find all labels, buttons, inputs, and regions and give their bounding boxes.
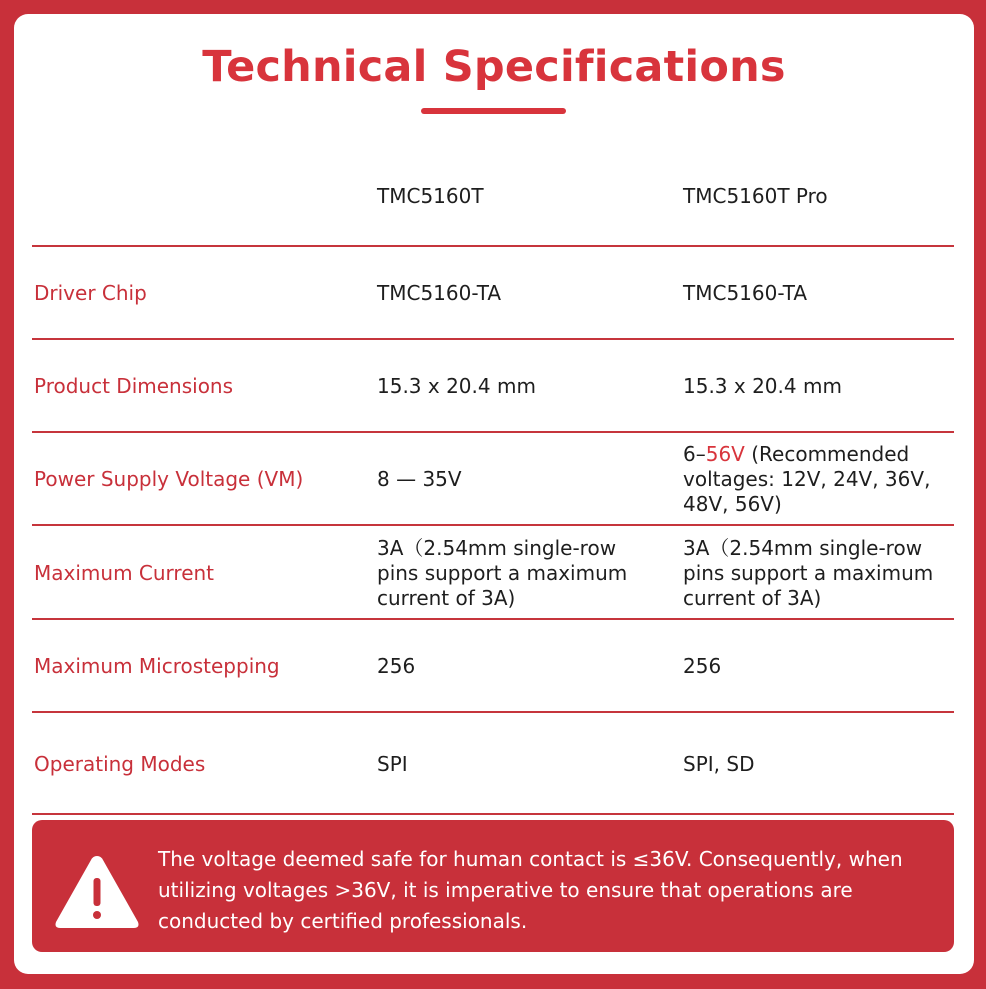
- row-label: Product Dimensions: [34, 374, 234, 398]
- voltage-recommended: (Recommended voltages: 12V, 24V, 36V, 48V, 56V): [683, 442, 931, 516]
- row-label: Power Supply Voltage (VM): [34, 467, 304, 491]
- spec-table: [32, 146, 954, 815]
- spec-card: [14, 14, 974, 974]
- row-divider: [32, 813, 954, 815]
- header-tmc5160t: TMC5160T: [377, 184, 484, 208]
- table-row-microstepping: [32, 620, 954, 713]
- voltage-max-highlight: 56V: [705, 442, 745, 466]
- voltage-range-text: [683, 442, 953, 517]
- table-row-driver-chip: [32, 247, 954, 340]
- row-value-tmc5160t: 15.3 x 20.4 mm: [377, 374, 536, 398]
- page-title: Technical Specifications: [202, 42, 786, 92]
- row-label: Operating Modes: [34, 751, 206, 776]
- row-value-tmc5160t-pro: 3A（2.54mm single-row pins support a maximum current of 3A): [683, 535, 934, 610]
- safety-notice-text: The voltage deemed safe for human contact is ≤36V. Consequently, when utilizing voltages >36V, it is imperative to ensure that operations are conducted by certified professionals.: [158, 847, 903, 933]
- table-row-dimensions: [32, 340, 954, 433]
- row-value-tmc5160t-pro: SPI, SD: [683, 751, 755, 776]
- row-label: Maximum Current: [34, 560, 215, 585]
- header-label: [34, 146, 364, 247]
- table-row-max-current: [32, 526, 954, 620]
- warning-triangle-icon: [52, 852, 142, 932]
- table-row-supply-voltage: [32, 433, 954, 526]
- row-value-tmc5160t: 256: [377, 654, 416, 678]
- row-label: Driver Chip: [34, 281, 147, 305]
- row-value-tmc5160t: 3A（2.54mm single-row pins support a maximum current of 3A): [377, 535, 628, 610]
- row-value-tmc5160t-pro: 256: [683, 654, 722, 678]
- safety-notice: [32, 820, 954, 952]
- title-underline: [421, 108, 566, 114]
- row-value-tmc5160t: TMC5160-TA: [377, 281, 502, 305]
- row-value-tmc5160t-pro: TMC5160-TA: [683, 281, 808, 305]
- table-header-row: [32, 146, 954, 247]
- table-row-operating-modes: [32, 713, 954, 815]
- row-value-tmc5160t-pro: [683, 433, 953, 526]
- row-value-tmc5160t: 8 — 35V: [377, 467, 462, 491]
- header-tmc5160t-pro: TMC5160T Pro: [683, 184, 828, 208]
- row-label: Maximum Microstepping: [34, 654, 280, 678]
- row-value-tmc5160t: SPI: [377, 751, 408, 776]
- voltage-min: 6–: [683, 442, 706, 466]
- row-value-tmc5160t-pro: 15.3 x 20.4 mm: [683, 374, 842, 398]
